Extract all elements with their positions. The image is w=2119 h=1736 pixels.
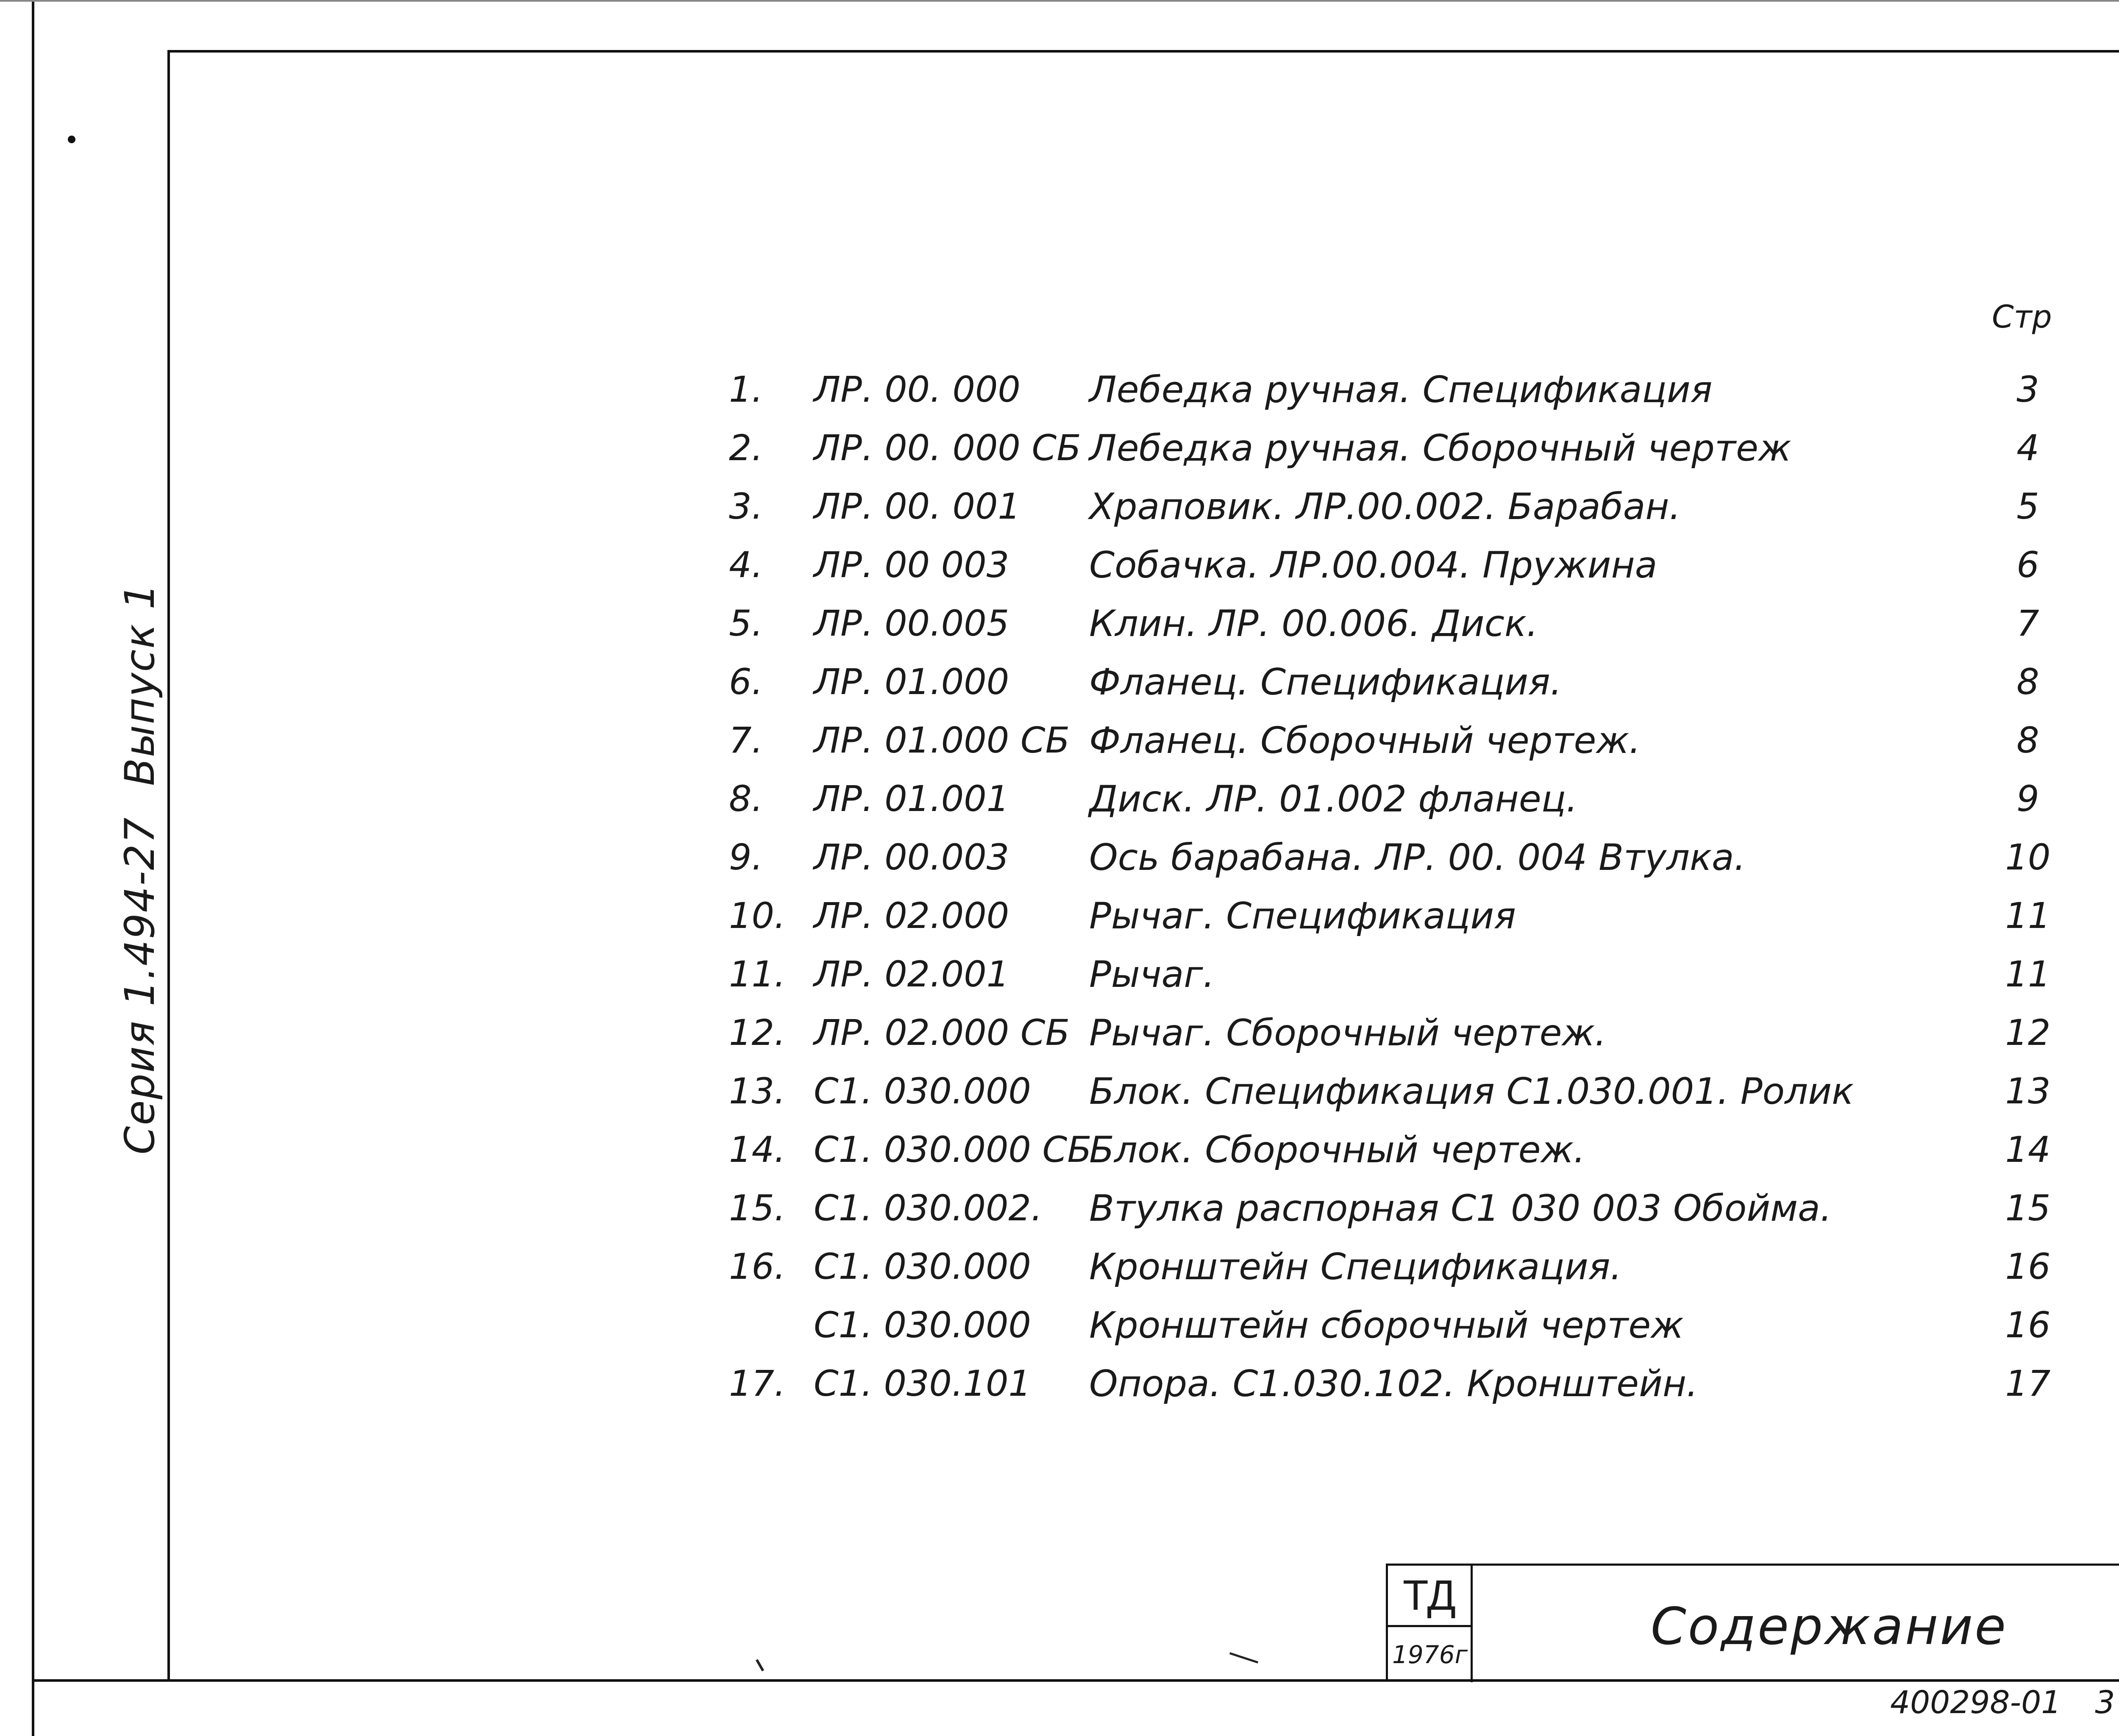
drawing-title: Кронштейн сборочный чертеж [1089, 1304, 1684, 1347]
row-number: 6. [729, 661, 763, 703]
contents-row [0, 1304, 2119, 1351]
page-ref: 12 [2005, 1012, 2051, 1053]
drawing-code: ЛР. 01.000 [814, 661, 1009, 703]
row-number: 13. [729, 1070, 786, 1112]
drawing-title: Храповик. ЛР.00.002. Барабан. [1089, 486, 1681, 528]
row-number: 2. [729, 427, 763, 469]
page-ref: 9 [2016, 778, 2039, 819]
drawing-title: Втулка распорная С1 030 003 Обойма. [1089, 1187, 1832, 1230]
row-number: 4. [729, 544, 763, 586]
drawing-title: Диск. ЛР. 01.002 фланец. [1089, 778, 1578, 820]
archive-number: 400298-01 [1890, 1684, 2061, 1721]
row-number: 8. [729, 778, 763, 819]
page-ref: 10 [2005, 836, 2051, 878]
drawing-code: ЛР. 00. 001 [814, 486, 1021, 527]
page-ref: 4 [2016, 427, 2039, 469]
drawing-code: С1. 030.000 [814, 1304, 1031, 1346]
row-number: 16. [729, 1246, 786, 1287]
org-label: ТД [1402, 1571, 1456, 1619]
page-ref: 17 [2005, 1363, 2051, 1404]
drawing-code: ЛР. 00. 000 СБ [814, 427, 1081, 469]
row-number: 10. [729, 895, 786, 936]
page-ref: 16 [2005, 1246, 2051, 1287]
page-ref: 3 [2016, 369, 2039, 410]
side-stamp-series: Серия 1.494-27 [116, 817, 164, 1155]
drawing-code: ЛР. 01.001 [814, 778, 1009, 819]
page-ref: 8 [2016, 719, 2039, 761]
drawing-title: Рычаг. [1089, 953, 1215, 996]
row-number: 14. [729, 1129, 786, 1170]
contents-row [0, 1070, 2119, 1117]
page-number: 3 [2095, 1684, 2115, 1721]
contents-row [0, 1129, 2119, 1175]
drawing-title: Собачка. ЛР.00.004. Пружина [1089, 544, 1657, 586]
year-value: 1976г [1392, 1640, 1468, 1669]
drawing-code: ЛР. 02.001 [814, 953, 1009, 995]
drawing-code: ЛР. 00 003 [814, 544, 1009, 586]
drawing-title: Лебедка ручная. Спецификация [1089, 369, 1713, 411]
page-ref: 11 [2005, 895, 2051, 936]
drawing-code: ЛР. 01.000 СБ [814, 719, 1070, 761]
contents-row [0, 1012, 2119, 1058]
page-ref: 16 [2005, 1304, 2051, 1346]
contents-row [0, 719, 2119, 766]
row-number: 17. [729, 1363, 786, 1404]
drawing-code: С1. 030.000 [814, 1070, 1031, 1112]
drawing-code: ЛР. 02.000 [814, 895, 1009, 936]
drawing-code: ЛР. 00.003 [814, 836, 1009, 878]
contents-row [0, 953, 2119, 1000]
drawing-code: С1. 030.101 [814, 1363, 1031, 1404]
contents-row [0, 1187, 2119, 1234]
drawing-title: Кронштейн Спецификация. [1089, 1246, 1622, 1288]
row-number: 5. [729, 603, 763, 644]
year-cell [1388, 1627, 1473, 1682]
page-ref: 7 [2016, 603, 2039, 644]
row-number: 11. [729, 953, 786, 995]
drawing-title: Фланец. Сборочный чертеж. [1089, 719, 1641, 762]
drawing-title: Клин. ЛР. 00.006. Диск. [1089, 603, 1538, 645]
drawing-code: ЛР. 00. 000 [814, 369, 1021, 410]
contents-row [0, 778, 2119, 825]
contents-row [0, 486, 2119, 532]
drawing-title: Ось барабана. ЛР. 00. 004 Втулка. [1089, 836, 1746, 879]
drawing-code: С1. 030.000 СБ [814, 1129, 1092, 1170]
page-column-header: Стр [1992, 299, 2052, 335]
drawing-code: С1. 030.000 [814, 1246, 1031, 1287]
page-ref: 5 [2016, 486, 2039, 527]
bottom-code [1890, 1684, 2119, 1721]
contents-row [0, 1246, 2119, 1292]
drawing-code: ЛР. 00.005 [814, 603, 1009, 644]
org-cell [1388, 1566, 1473, 1627]
page-ref: 8 [2016, 661, 2039, 703]
title-block [1386, 1564, 2119, 1680]
drawing-title: Блок. Спецификация С1.030.001. Ролик [1089, 1070, 1854, 1113]
row-number: 15. [729, 1187, 786, 1229]
row-number: 1. [729, 369, 763, 410]
contents-row [0, 1363, 2119, 1409]
drawing-title: Фланец. Спецификация. [1089, 661, 1562, 703]
contents-row [0, 427, 2119, 474]
drawing-code: С1. 030.002. [814, 1187, 1043, 1229]
drawing-title: Блок. Сборочный чертеж. [1089, 1129, 1585, 1171]
row-number: 9. [729, 836, 763, 878]
row-number: 7. [729, 719, 763, 761]
side-stamp-issue: Выпуск 1 [116, 583, 164, 786]
document-title: Содержание [1651, 1597, 2008, 1656]
drawing-title: Рычаг. Спецификация [1089, 895, 1516, 937]
drawing-code: ЛР. 02.000 СБ [814, 1012, 1070, 1053]
drawing-title: Лебедка ручная. Сборочный чертеж [1089, 427, 1791, 469]
row-number: 12. [729, 1012, 786, 1053]
contents-row [0, 603, 2119, 649]
page-ref: 11 [2005, 953, 2051, 995]
contents-row [0, 836, 2119, 883]
contents-row [0, 544, 2119, 591]
row-number: 3. [729, 486, 763, 527]
page-ref: 15 [2005, 1187, 2051, 1229]
contents-row [0, 895, 2119, 942]
page-ref: 13 [2005, 1070, 2051, 1112]
page-ref: 6 [2016, 544, 2039, 586]
drawing-title: Опора. С1.030.102. Кронштейн. [1089, 1363, 1698, 1405]
contents-row [0, 661, 2119, 708]
page-ref: 14 [2005, 1129, 2051, 1170]
drawing-title: Рычаг. Сборочный чертеж. [1089, 1012, 1607, 1054]
contents-row [0, 369, 2119, 415]
